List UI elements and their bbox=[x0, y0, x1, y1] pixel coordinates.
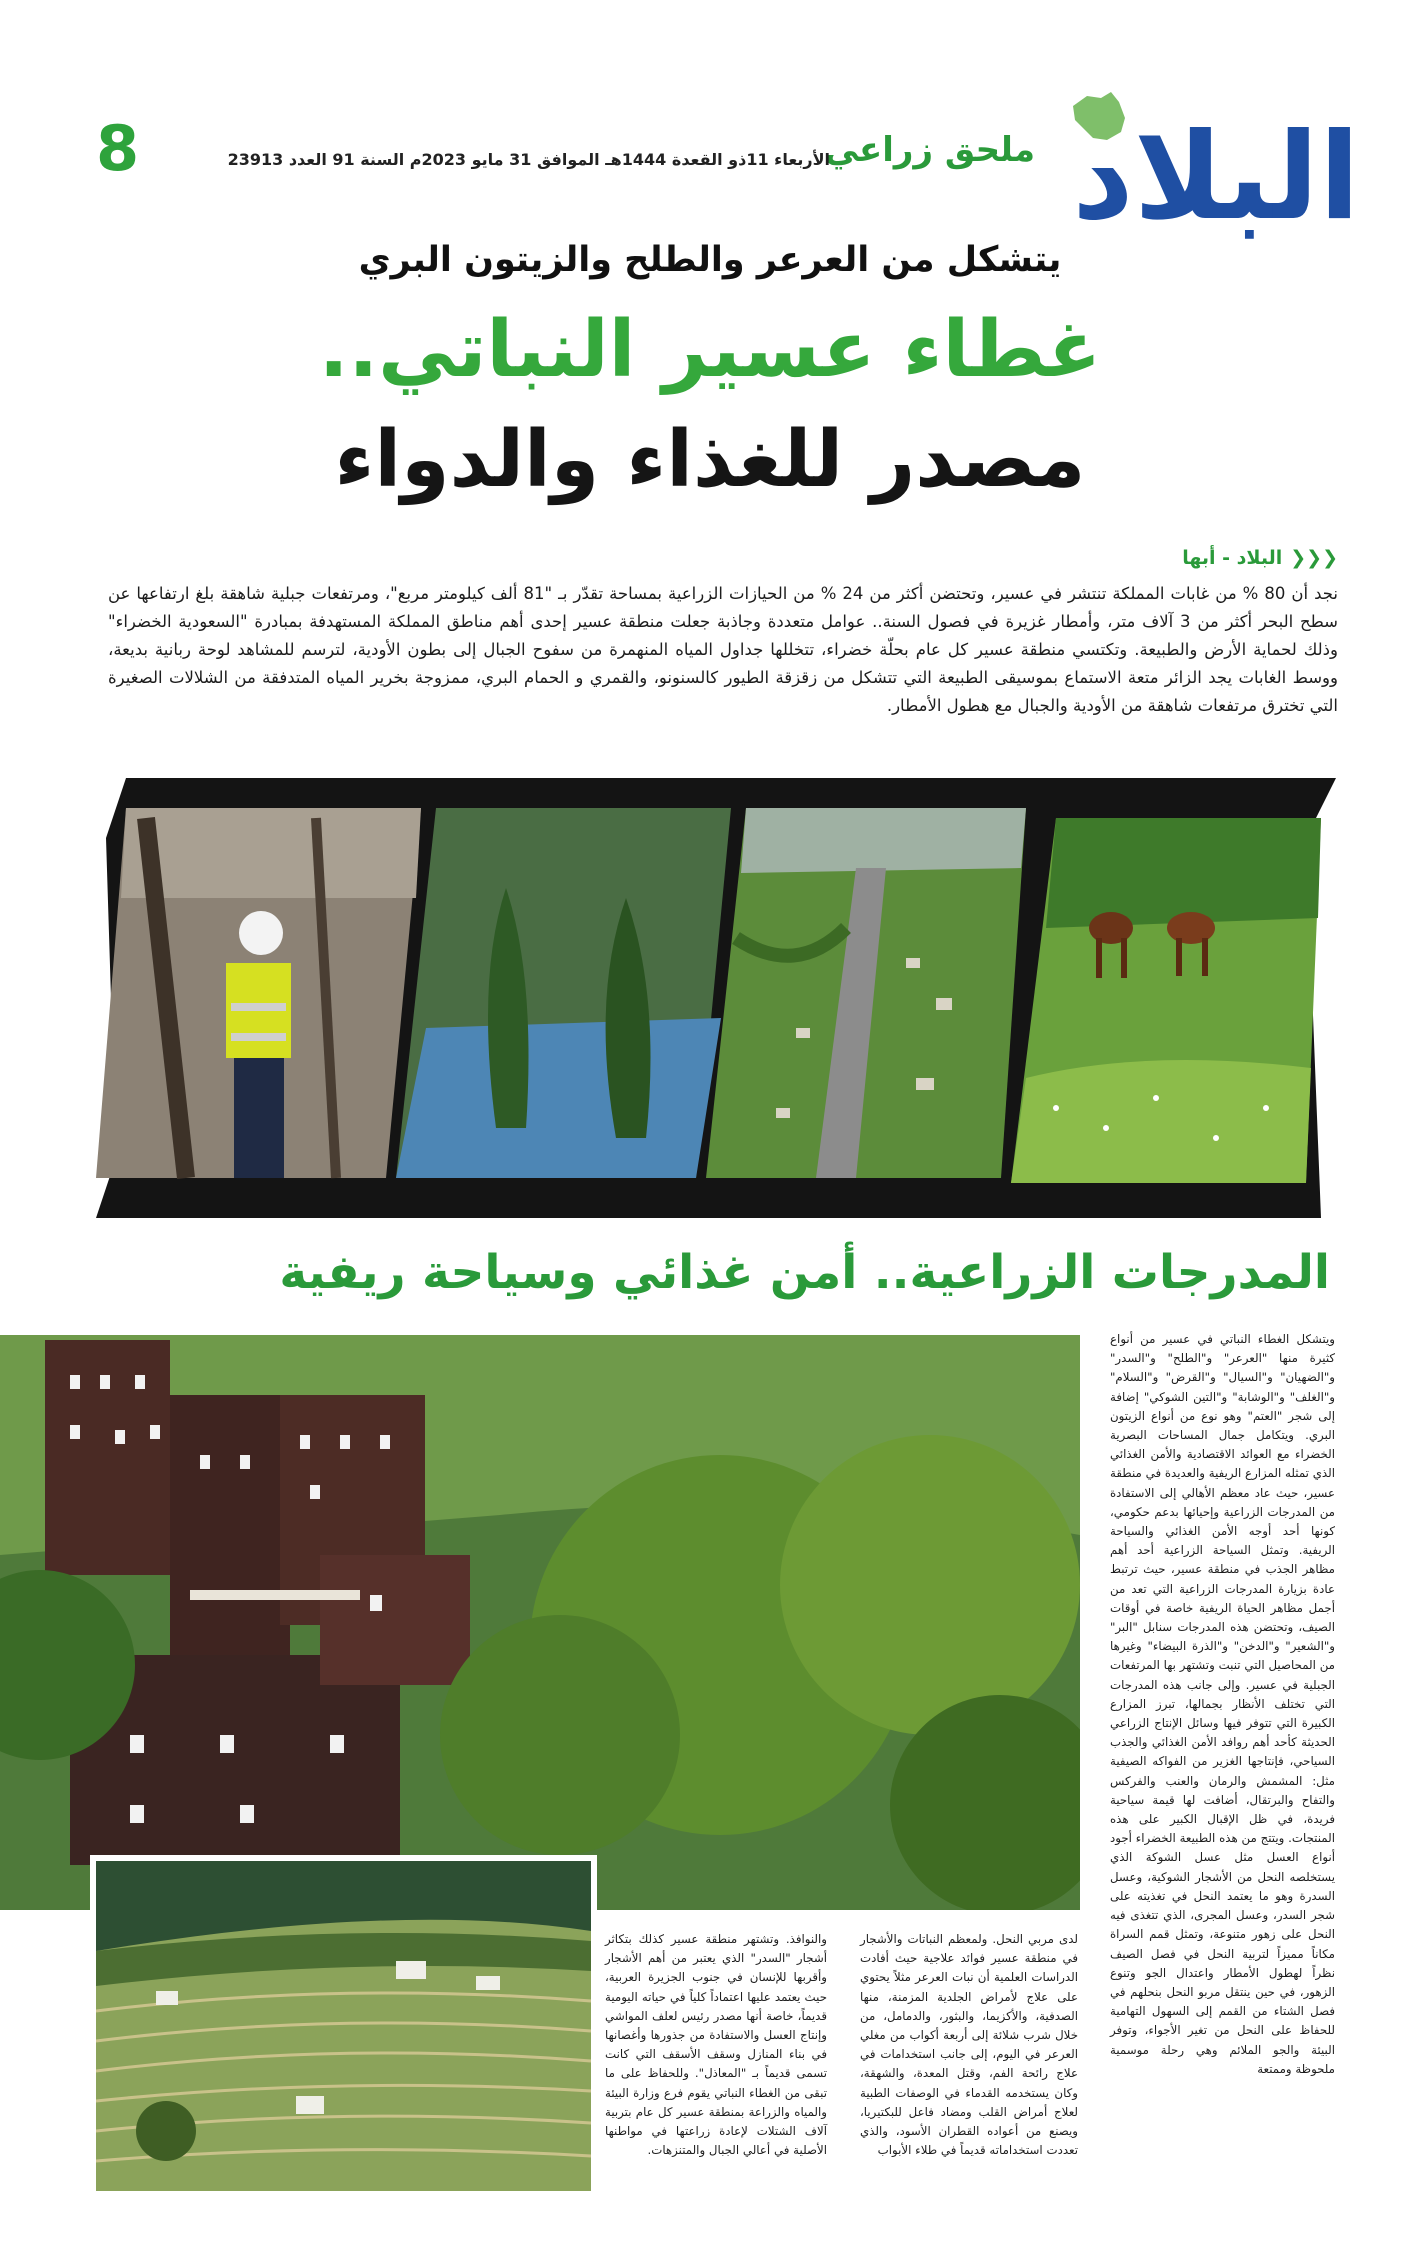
page-number: 8 bbox=[96, 112, 140, 185]
column-right: ويتشكل الغطاء النباتي في عسير من أنواع كثيرة منها "العرعر" و"الطلح" و"السدر" و"الضهيان" و"السيال" و"القرض" و"السلام" و"الغلف" و"الوشابة" و"التين الشوكي" إضافة إلى شجر "العتم" وهو نوع من أنواع الزيتون البري. ويتكامل جمال المساحات البصرية الخضراء مع العوائد الاقتصادية والأمن الغذائي الذي تمثله المزارع الريفية والعديدة في منطقة عسير، حيث عاد معظم الأهالي إلى الاستفادة من المدرجات الزراعية وإحيائها بدعم حكومي، كونها أحد أوجه الأمن الغذائي والسياحة الريفية. وتمثل السياحة الزراعية أحد أهم مظاهر الجذب في منطقة عسير، حيث ترتبط عادة بزيارة المدرجات الزراعية التي تعد من أجمل مظاهر الحياة الريفية خاصة في أوقات الصيف، وتحتضن هذه المدرجات سنابل "البر" و"الشعير" و"الدخن" و"الذرة البيضاء" وغيرها من المحاصيل التي تنبت وتشتهر بها المرتفعات الجبلية في عسير. وإلى جانب هذه المدرجات التي تختلف الأنظار بجمالها، تبرز المزارع الكبيرة التي تتوفر فيها وسائل الإنتاج الزراعي الحديثة كأحد أهم روافد الأمن الغذائي والجذب السياحي، فإنتاجها الغزير من الفواكه الصيفية مثل: المشمش والرمان والعنب والفركس والتفاح والبرتقال، أضافت لها قيمة سياحية فريدة، في ظل الإقبال الكبير على هذه المنتجات. ويتتج من هذه الطبيعة الخضراء أجود أنواع العسل مثل عسل الشوكة الذي يستخلصه النحل من الأشجار الشوكية، وعسل السدرة وهو ما يعتمد النحل في تغذيته على شجر السدر، وعسل المجرى، الذي تتغذى فيه النحل على زهور متنوعة، وتمثل قمم السراة مكاناً مميزاً لتربية النحل في فصل الصيف نظراً لهطول الأمطار واعتدال الجو وتنوع الزهور، في حين ينتقل مربو النحل بنحلهم في فصل الشتاء من القمم إلى السهول التهامية للحفاظ على النحل من تغير الأجواء، وتوفر البيئة والجو الملائم وهي رحلة موسمية ملحوظة وممتعة bbox=[1110, 1332, 1335, 2076]
headline-line-2: مصدر للغذاء والدواء bbox=[334, 415, 1086, 505]
photo-horses bbox=[1011, 818, 1321, 1183]
column-middle: لدى مربي النحل. ولمعظم النباتات والأشجار في منطقة عسير فوائد علاجية حيث أفادت الدراسات العلمية أن نبات العرعر مثلاً يحتوي على علاج لأمراض الجلدية المزمنة، منها الصدفية، والأكزيما، والبثور، والدمامل، من خلال شرب شلائة إلى أربعة أكواب من مغلي العرعر في اليوم، إلى جانب استخدامات في علاج رائحة الفم، وقتل المعدة، والشهقة، وكان يستخدمه القدماء في الوصفات الطبية لعلاج أمراض القلب ومضاد فاعل للبكتيريا، ويصنع من أعواده القطران الأسود، والذي تعددت استخداماته قديماً في طلاء الأبواب bbox=[860, 1932, 1078, 2158]
photo-valley-road bbox=[706, 808, 1026, 1178]
photo-strip bbox=[96, 778, 1336, 1218]
kicker: يتشكل من العرعر والطلح والزيتون البري bbox=[358, 240, 1062, 280]
intro-paragraph: نجد أن 80 % من غابات المملكة تنتشر في عسير، وتحتضن أكثر من 24 % من الحيازات الزراعية بمساحة تقدّر بـ "81 ألف كيلومتر مربع"، ومرتفعات جبلية شاهقة بلغ ارتفاعها عن سطح البحر أكثر من 3 آلاف متر، وأمطار غزيرة في فصول السنة.. عوامل متعددة وجاذبة جعلت منطقة عسير إحدى أهم مناطق المملكة المستهدفة بمبادرة "السعودية الخضراء" وذلك لحماية الأرض والطبيعة. وتكتسي منطقة عسير كل عام بحلّة خضراء، تتخللها جداول المياه المنهمرة من سفوح الجبال إلى بطون الأودية، لترسم للمشاهد لوحة ربانية بديعة، ووسط الغابات يجد الزائر متعة الاستماع بموسيقى الطبيعة التي تتشكل من زقزقة الطيور كالسنونو، والقمري و الحمام البري، ممزوجة بخرير المياه المتدفقة من الشلالات الصغيرة التي تخترق مرتفعات شاهقة من الأودية والجبال مع هطول الأمطار. bbox=[108, 584, 1338, 715]
headline-line-1: غطاء عسير النباتي.. bbox=[318, 305, 1102, 395]
column-left: والنوافذ. وتشتهر منطقة عسير كذلك بتكاثر أشجار "السدر" الذي يعتبر من أهم الأشجار وأقربها للإنسان في جنوب الجزيرة العربية، حيث يعتمد عليها اعتماداً كلياً في حياته اليومية قديماً، خاصة أنها مصدر رئيس لعلف المواشي وإنتاج العسل والاستفادة من جذورها وأغصانها في بناء المنازل وسقف الأسقف التي كانت تسمى قديماً بـ "المعاذل". وللحفاظ على ما تبقى من الغطاء النباتي يقوم فرع وزارة البيئة والمياه والزراعة بمنطقة عسير كل عام بتربية آلاف الشتلات لإعادة زراعتها في مواطنها الأصلية في أعالي الجبال والمتنزهات. bbox=[605, 1932, 827, 2158]
byline bbox=[1182, 547, 1338, 569]
photo-trees-in-water bbox=[396, 808, 731, 1178]
section-headline: المدرجات الزراعية.. أمن غذائي وسياحة ريفية bbox=[279, 1245, 1330, 1300]
photo-forest-worker bbox=[96, 808, 421, 1178]
photo-agricultural-terraces bbox=[90, 1855, 597, 2197]
section-tag: ملحق زراعي bbox=[824, 130, 1035, 170]
issue-date-line: الأربعاء 11ذو القعدة 1444هـ الموافق 31 مايو 2023م السنة 91 العدد 23913 bbox=[227, 150, 830, 169]
byline-text: البلاد - أبها bbox=[1182, 547, 1283, 569]
logo-wordmark: البلاد bbox=[1072, 108, 1360, 247]
newspaper-logo bbox=[1045, 88, 1360, 247]
chevron-left-icon: ❮❮❮ bbox=[1290, 547, 1338, 569]
photo-rijal-almaa-village bbox=[0, 1335, 1080, 1910]
